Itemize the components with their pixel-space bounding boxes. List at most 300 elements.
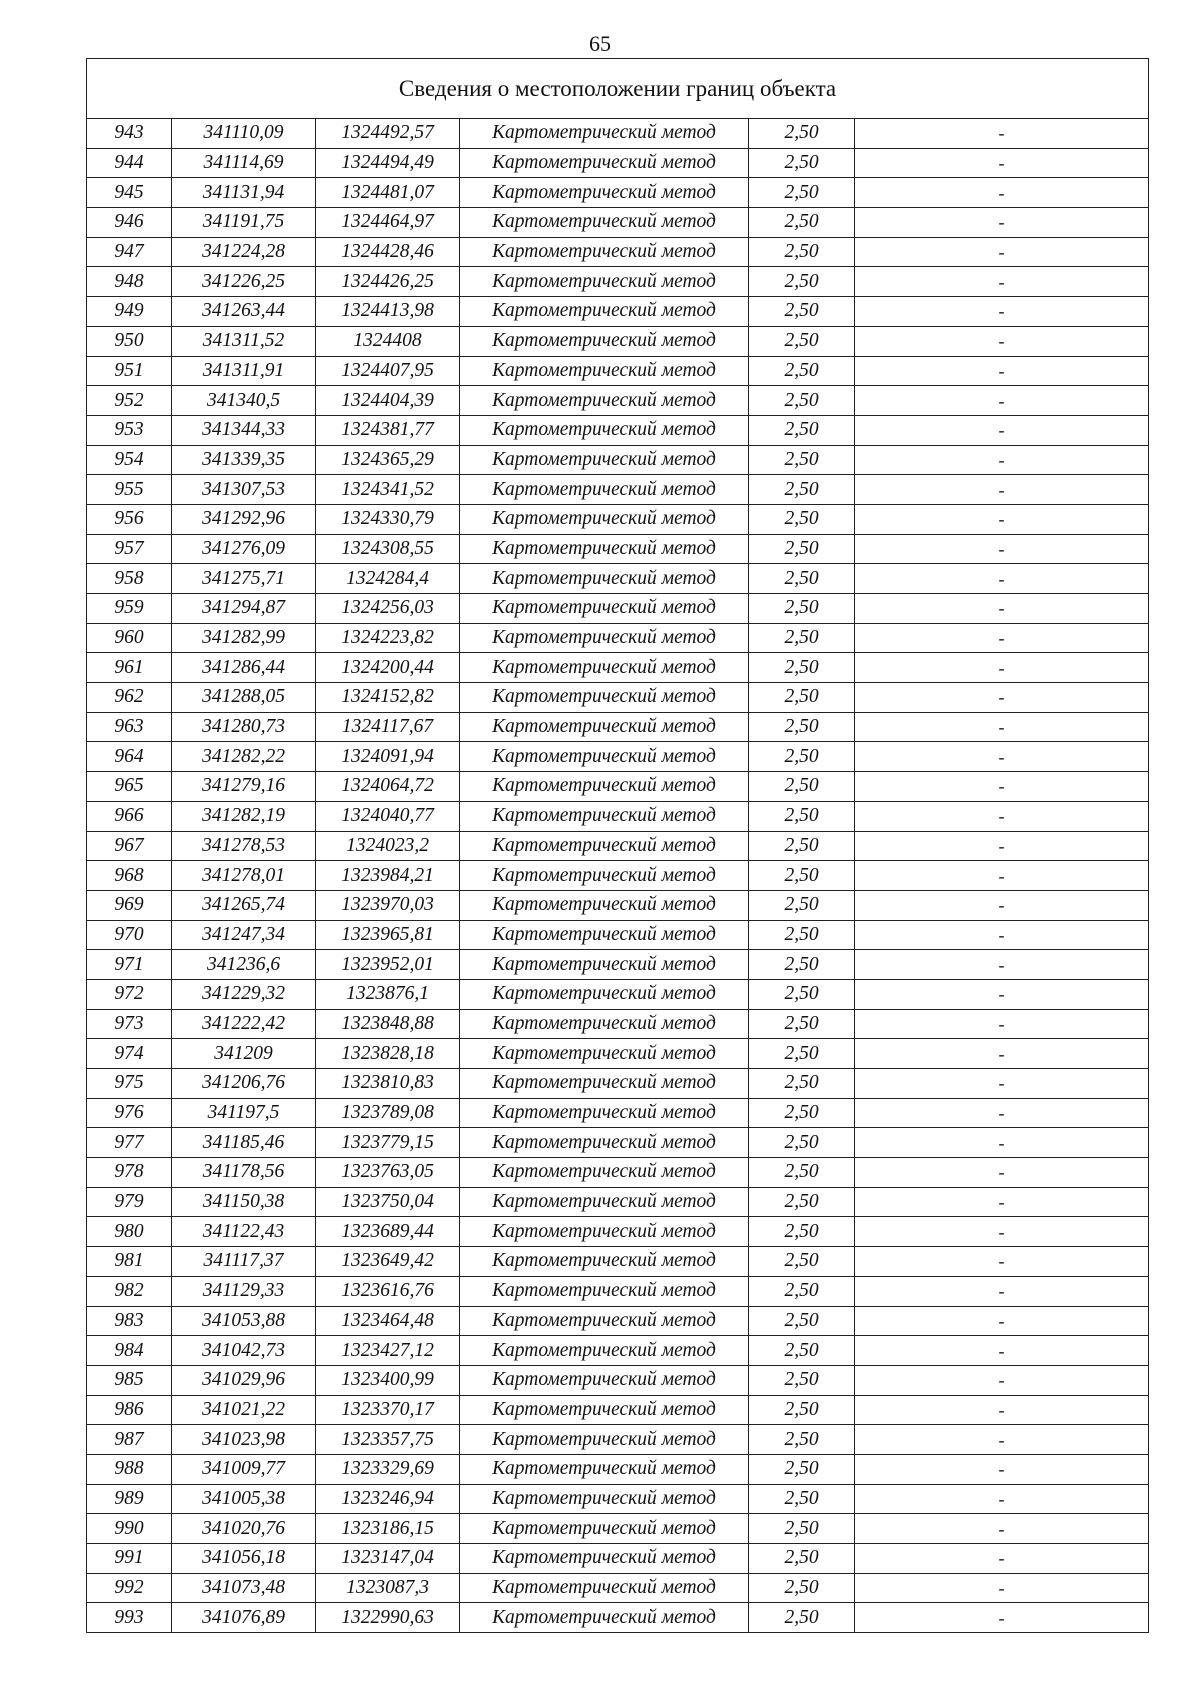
table-row xyxy=(87,178,1149,208)
point-number-cell: 980 xyxy=(87,1217,172,1247)
precision-cell: 2,50 xyxy=(749,920,855,950)
x-coordinate-cell: 341236,6 xyxy=(172,950,316,980)
point-number-cell: 949 xyxy=(87,297,172,327)
description-cell: - xyxy=(855,623,1149,653)
method-cell: Картометрический метод xyxy=(460,1009,749,1039)
point-number-cell: 966 xyxy=(87,801,172,831)
y-coordinate-cell: 1324494,49 xyxy=(316,148,460,178)
x-coordinate-cell: 341247,34 xyxy=(172,920,316,950)
x-coordinate-cell: 341279,16 xyxy=(172,772,316,802)
precision-cell: 2,50 xyxy=(749,742,855,772)
table-row xyxy=(87,356,1149,386)
method-cell: Картометрический метод xyxy=(460,208,749,238)
table-row xyxy=(87,1484,1149,1514)
method-cell: Картометрический метод xyxy=(460,1544,749,1574)
precision-cell: 2,50 xyxy=(749,267,855,297)
table-row xyxy=(87,1544,1149,1574)
description-cell: - xyxy=(855,445,1149,475)
x-coordinate-cell: 341191,75 xyxy=(172,208,316,238)
x-coordinate-cell: 341029,96 xyxy=(172,1365,316,1395)
method-cell: Картометрический метод xyxy=(460,1425,749,1455)
method-cell: Картометрический метод xyxy=(460,979,749,1009)
precision-cell: 2,50 xyxy=(749,1454,855,1484)
precision-cell: 2,50 xyxy=(749,623,855,653)
point-number-cell: 987 xyxy=(87,1425,172,1455)
x-coordinate-cell: 341222,42 xyxy=(172,1009,316,1039)
table-row xyxy=(87,1514,1149,1544)
table-row xyxy=(87,1039,1149,1069)
y-coordinate-cell: 1323750,04 xyxy=(316,1187,460,1217)
description-cell: - xyxy=(855,1365,1149,1395)
precision-cell: 2,50 xyxy=(749,979,855,1009)
point-number-cell: 973 xyxy=(87,1009,172,1039)
table-row xyxy=(87,386,1149,416)
x-coordinate-cell: 341020,76 xyxy=(172,1514,316,1544)
description-cell: - xyxy=(855,178,1149,208)
precision-cell: 2,50 xyxy=(749,445,855,475)
table-row xyxy=(87,831,1149,861)
point-number-cell: 953 xyxy=(87,415,172,445)
precision-cell: 2,50 xyxy=(749,326,855,356)
x-coordinate-cell: 341311,52 xyxy=(172,326,316,356)
point-number-cell: 979 xyxy=(87,1187,172,1217)
y-coordinate-cell: 1323616,76 xyxy=(316,1276,460,1306)
x-coordinate-cell: 341185,46 xyxy=(172,1128,316,1158)
description-cell: - xyxy=(855,890,1149,920)
y-coordinate-cell: 1323810,83 xyxy=(316,1069,460,1099)
y-coordinate-cell: 1324408 xyxy=(316,326,460,356)
table-row xyxy=(87,1603,1149,1633)
point-number-cell: 967 xyxy=(87,831,172,861)
point-number-cell: 983 xyxy=(87,1306,172,1336)
precision-cell: 2,50 xyxy=(749,1069,855,1099)
method-cell: Картометрический метод xyxy=(460,801,749,831)
precision-cell: 2,50 xyxy=(749,1217,855,1247)
x-coordinate-cell: 341282,19 xyxy=(172,801,316,831)
table-row xyxy=(87,979,1149,1009)
precision-cell: 2,50 xyxy=(749,1544,855,1574)
description-cell: - xyxy=(855,1425,1149,1455)
x-coordinate-cell: 341224,28 xyxy=(172,237,316,267)
y-coordinate-cell: 1323087,3 xyxy=(316,1573,460,1603)
description-cell: - xyxy=(855,772,1149,802)
point-number-cell: 951 xyxy=(87,356,172,386)
x-coordinate-cell: 341021,22 xyxy=(172,1395,316,1425)
x-coordinate-cell: 341042,73 xyxy=(172,1336,316,1366)
description-cell: - xyxy=(855,801,1149,831)
method-cell: Картометрический метод xyxy=(460,623,749,653)
method-cell: Картометрический метод xyxy=(460,1395,749,1425)
precision-cell: 2,50 xyxy=(749,772,855,802)
description-cell: - xyxy=(855,534,1149,564)
y-coordinate-cell: 1324091,94 xyxy=(316,742,460,772)
x-coordinate-cell: 341265,74 xyxy=(172,890,316,920)
x-coordinate-cell: 341294,87 xyxy=(172,594,316,624)
point-number-cell: 991 xyxy=(87,1544,172,1574)
point-number-cell: 992 xyxy=(87,1573,172,1603)
table-row xyxy=(87,1425,1149,1455)
point-number-cell: 948 xyxy=(87,267,172,297)
precision-cell: 2,50 xyxy=(749,564,855,594)
description-cell: - xyxy=(855,237,1149,267)
method-cell: Картометрический метод xyxy=(460,653,749,683)
description-cell: - xyxy=(855,564,1149,594)
y-coordinate-cell: 1323789,08 xyxy=(316,1098,460,1128)
y-coordinate-cell: 1323246,94 xyxy=(316,1484,460,1514)
x-coordinate-cell: 341197,5 xyxy=(172,1098,316,1128)
point-number-cell: 954 xyxy=(87,445,172,475)
y-coordinate-cell: 1324023,2 xyxy=(316,831,460,861)
table-row xyxy=(87,208,1149,238)
table-row xyxy=(87,861,1149,891)
x-coordinate-cell: 341110,09 xyxy=(172,119,316,149)
point-number-cell: 968 xyxy=(87,861,172,891)
precision-cell: 2,50 xyxy=(749,475,855,505)
description-cell: - xyxy=(855,594,1149,624)
method-cell: Картометрический метод xyxy=(460,831,749,861)
description-cell: - xyxy=(855,208,1149,238)
y-coordinate-cell: 1323965,81 xyxy=(316,920,460,950)
table-row xyxy=(87,890,1149,920)
y-coordinate-cell: 1324426,25 xyxy=(316,267,460,297)
method-cell: Картометрический метод xyxy=(460,950,749,980)
method-cell: Картометрический метод xyxy=(460,237,749,267)
point-number-cell: 958 xyxy=(87,564,172,594)
precision-cell: 2,50 xyxy=(749,1573,855,1603)
point-number-cell: 985 xyxy=(87,1365,172,1395)
boundary-table-container xyxy=(86,58,1148,1633)
y-coordinate-cell: 1324381,77 xyxy=(316,415,460,445)
method-cell: Картометрический метод xyxy=(460,861,749,891)
table-row xyxy=(87,1098,1149,1128)
precision-cell: 2,50 xyxy=(749,148,855,178)
y-coordinate-cell: 1322990,63 xyxy=(316,1603,460,1633)
point-number-cell: 956 xyxy=(87,504,172,534)
precision-cell: 2,50 xyxy=(749,237,855,267)
description-cell: - xyxy=(855,148,1149,178)
precision-cell: 2,50 xyxy=(749,1187,855,1217)
description-cell: - xyxy=(855,1454,1149,1484)
description-cell: - xyxy=(855,1009,1149,1039)
x-coordinate-cell: 341307,53 xyxy=(172,475,316,505)
description-cell: - xyxy=(855,326,1149,356)
x-coordinate-cell: 341344,33 xyxy=(172,415,316,445)
x-coordinate-cell: 341288,05 xyxy=(172,683,316,713)
method-cell: Картометрический метод xyxy=(460,1039,749,1069)
table-row xyxy=(87,1306,1149,1336)
description-cell: - xyxy=(855,1098,1149,1128)
description-cell: - xyxy=(855,475,1149,505)
point-number-cell: 945 xyxy=(87,178,172,208)
point-number-cell: 986 xyxy=(87,1395,172,1425)
description-cell: - xyxy=(855,712,1149,742)
table-row xyxy=(87,1247,1149,1277)
method-cell: Картометрический метод xyxy=(460,712,749,742)
description-cell: - xyxy=(855,742,1149,772)
method-cell: Картометрический метод xyxy=(460,1484,749,1514)
precision-cell: 2,50 xyxy=(749,1247,855,1277)
description-cell: - xyxy=(855,1544,1149,1574)
point-number-cell: 964 xyxy=(87,742,172,772)
precision-cell: 2,50 xyxy=(749,1395,855,1425)
precision-cell: 2,50 xyxy=(749,178,855,208)
precision-cell: 2,50 xyxy=(749,386,855,416)
point-number-cell: 959 xyxy=(87,594,172,624)
point-number-cell: 952 xyxy=(87,386,172,416)
x-coordinate-cell: 341073,48 xyxy=(172,1573,316,1603)
x-coordinate-cell: 341229,32 xyxy=(172,979,316,1009)
x-coordinate-cell: 341117,37 xyxy=(172,1247,316,1277)
description-cell: - xyxy=(855,979,1149,1009)
x-coordinate-cell: 341206,76 xyxy=(172,1069,316,1099)
description-cell: - xyxy=(855,1603,1149,1633)
x-coordinate-cell: 341053,88 xyxy=(172,1306,316,1336)
y-coordinate-cell: 1323370,17 xyxy=(316,1395,460,1425)
table-row xyxy=(87,920,1149,950)
table-row xyxy=(87,1009,1149,1039)
description-cell: - xyxy=(855,1158,1149,1188)
precision-cell: 2,50 xyxy=(749,1128,855,1158)
method-cell: Картометрический метод xyxy=(460,1514,749,1544)
method-cell: Картометрический метод xyxy=(460,594,749,624)
point-number-cell: 971 xyxy=(87,950,172,980)
y-coordinate-cell: 1323357,75 xyxy=(316,1425,460,1455)
y-coordinate-cell: 1324492,57 xyxy=(316,119,460,149)
method-cell: Картометрический метод xyxy=(460,564,749,594)
precision-cell: 2,50 xyxy=(749,356,855,386)
x-coordinate-cell: 341009,77 xyxy=(172,1454,316,1484)
point-number-cell: 969 xyxy=(87,890,172,920)
description-cell: - xyxy=(855,1306,1149,1336)
table-title: Сведения о местоположении границ объекта xyxy=(87,59,1149,119)
method-cell: Картометрический метод xyxy=(460,178,749,208)
table-row xyxy=(87,1187,1149,1217)
description-cell: - xyxy=(855,356,1149,386)
method-cell: Картометрический метод xyxy=(460,504,749,534)
x-coordinate-cell: 341275,71 xyxy=(172,564,316,594)
x-coordinate-cell: 341292,96 xyxy=(172,504,316,534)
description-cell: - xyxy=(855,1187,1149,1217)
table-row xyxy=(87,683,1149,713)
precision-cell: 2,50 xyxy=(749,208,855,238)
table-row xyxy=(87,1395,1149,1425)
y-coordinate-cell: 1324223,82 xyxy=(316,623,460,653)
boundary-coordinates-table xyxy=(86,58,1149,1633)
y-coordinate-cell: 1323876,1 xyxy=(316,979,460,1009)
method-cell: Картометрический метод xyxy=(460,386,749,416)
y-coordinate-cell: 1324064,72 xyxy=(316,772,460,802)
x-coordinate-cell: 341129,33 xyxy=(172,1276,316,1306)
y-coordinate-cell: 1324365,29 xyxy=(316,445,460,475)
x-coordinate-cell: 341150,38 xyxy=(172,1187,316,1217)
precision-cell: 2,50 xyxy=(749,594,855,624)
point-number-cell: 961 xyxy=(87,653,172,683)
y-coordinate-cell: 1324481,07 xyxy=(316,178,460,208)
method-cell: Картометрический метод xyxy=(460,534,749,564)
method-cell: Картометрический метод xyxy=(460,890,749,920)
precision-cell: 2,50 xyxy=(749,801,855,831)
table-row xyxy=(87,148,1149,178)
x-coordinate-cell: 341076,89 xyxy=(172,1603,316,1633)
method-cell: Картометрический метод xyxy=(460,119,749,149)
method-cell: Картометрический метод xyxy=(460,1217,749,1247)
precision-cell: 2,50 xyxy=(749,1603,855,1633)
y-coordinate-cell: 1323970,03 xyxy=(316,890,460,920)
precision-cell: 2,50 xyxy=(749,683,855,713)
precision-cell: 2,50 xyxy=(749,1484,855,1514)
table-row xyxy=(87,504,1149,534)
method-cell: Картометрический метод xyxy=(460,1336,749,1366)
point-number-cell: 943 xyxy=(87,119,172,149)
y-coordinate-cell: 1324152,82 xyxy=(316,683,460,713)
method-cell: Картометрический метод xyxy=(460,1365,749,1395)
description-cell: - xyxy=(855,920,1149,950)
y-coordinate-cell: 1324256,03 xyxy=(316,594,460,624)
y-coordinate-cell: 1323763,05 xyxy=(316,1158,460,1188)
y-coordinate-cell: 1324404,39 xyxy=(316,386,460,416)
point-number-cell: 975 xyxy=(87,1069,172,1099)
precision-cell: 2,50 xyxy=(749,297,855,327)
x-coordinate-cell: 341131,94 xyxy=(172,178,316,208)
point-number-cell: 960 xyxy=(87,623,172,653)
method-cell: Картометрический метод xyxy=(460,148,749,178)
precision-cell: 2,50 xyxy=(749,1336,855,1366)
x-coordinate-cell: 341340,5 xyxy=(172,386,316,416)
point-number-cell: 957 xyxy=(87,534,172,564)
x-coordinate-cell: 341276,09 xyxy=(172,534,316,564)
table-row xyxy=(87,1069,1149,1099)
description-cell: - xyxy=(855,831,1149,861)
precision-cell: 2,50 xyxy=(749,504,855,534)
description-cell: - xyxy=(855,1217,1149,1247)
description-cell: - xyxy=(855,1573,1149,1603)
point-number-cell: 950 xyxy=(87,326,172,356)
method-cell: Картометрический метод xyxy=(460,326,749,356)
method-cell: Картометрический метод xyxy=(460,1306,749,1336)
precision-cell: 2,50 xyxy=(749,712,855,742)
table-row xyxy=(87,1336,1149,1366)
x-coordinate-cell: 341278,01 xyxy=(172,861,316,891)
method-cell: Картометрический метод xyxy=(460,772,749,802)
description-cell: - xyxy=(855,1128,1149,1158)
description-cell: - xyxy=(855,1069,1149,1099)
method-cell: Картометрический метод xyxy=(460,1098,749,1128)
point-number-cell: 947 xyxy=(87,237,172,267)
x-coordinate-cell: 341311,91 xyxy=(172,356,316,386)
x-coordinate-cell: 341056,18 xyxy=(172,1544,316,1574)
y-coordinate-cell: 1323984,21 xyxy=(316,861,460,891)
table-row xyxy=(87,415,1149,445)
method-cell: Картометрический метод xyxy=(460,1603,749,1633)
y-coordinate-cell: 1324040,77 xyxy=(316,801,460,831)
description-cell: - xyxy=(855,950,1149,980)
y-coordinate-cell: 1323186,15 xyxy=(316,1514,460,1544)
table-row xyxy=(87,534,1149,564)
y-coordinate-cell: 1323400,99 xyxy=(316,1365,460,1395)
x-coordinate-cell: 341282,99 xyxy=(172,623,316,653)
precision-cell: 2,50 xyxy=(749,1098,855,1128)
method-cell: Картометрический метод xyxy=(460,1247,749,1277)
x-coordinate-cell: 341209 xyxy=(172,1039,316,1069)
description-cell: - xyxy=(855,386,1149,416)
method-cell: Картометрический метод xyxy=(460,1573,749,1603)
y-coordinate-cell: 1324413,98 xyxy=(316,297,460,327)
method-cell: Картометрический метод xyxy=(460,445,749,475)
point-number-cell: 977 xyxy=(87,1128,172,1158)
method-cell: Картометрический метод xyxy=(460,1276,749,1306)
y-coordinate-cell: 1324117,67 xyxy=(316,712,460,742)
precision-cell: 2,50 xyxy=(749,1039,855,1069)
precision-cell: 2,50 xyxy=(749,653,855,683)
y-coordinate-cell: 1323329,69 xyxy=(316,1454,460,1484)
point-number-cell: 944 xyxy=(87,148,172,178)
table-row xyxy=(87,1276,1149,1306)
y-coordinate-cell: 1323464,48 xyxy=(316,1306,460,1336)
x-coordinate-cell: 341280,73 xyxy=(172,712,316,742)
point-number-cell: 981 xyxy=(87,1247,172,1277)
point-number-cell: 963 xyxy=(87,712,172,742)
method-cell: Картометрический метод xyxy=(460,1069,749,1099)
point-number-cell: 988 xyxy=(87,1454,172,1484)
table-row xyxy=(87,475,1149,505)
precision-cell: 2,50 xyxy=(749,890,855,920)
y-coordinate-cell: 1323952,01 xyxy=(316,950,460,980)
x-coordinate-cell: 341005,38 xyxy=(172,1484,316,1514)
x-coordinate-cell: 341282,22 xyxy=(172,742,316,772)
table-row xyxy=(87,1365,1149,1395)
y-coordinate-cell: 1324330,79 xyxy=(316,504,460,534)
precision-cell: 2,50 xyxy=(749,950,855,980)
table-row xyxy=(87,267,1149,297)
description-cell: - xyxy=(855,1247,1149,1277)
description-cell: - xyxy=(855,119,1149,149)
method-cell: Картометрический метод xyxy=(460,415,749,445)
point-number-cell: 993 xyxy=(87,1603,172,1633)
precision-cell: 2,50 xyxy=(749,1009,855,1039)
y-coordinate-cell: 1324407,95 xyxy=(316,356,460,386)
precision-cell: 2,50 xyxy=(749,534,855,564)
y-coordinate-cell: 1323649,42 xyxy=(316,1247,460,1277)
method-cell: Картометрический метод xyxy=(460,742,749,772)
precision-cell: 2,50 xyxy=(749,831,855,861)
precision-cell: 2,50 xyxy=(749,415,855,445)
table-row xyxy=(87,237,1149,267)
table-row xyxy=(87,326,1149,356)
description-cell: - xyxy=(855,1395,1149,1425)
point-number-cell: 955 xyxy=(87,475,172,505)
precision-cell: 2,50 xyxy=(749,1158,855,1188)
description-cell: - xyxy=(855,683,1149,713)
x-coordinate-cell: 341178,56 xyxy=(172,1158,316,1188)
y-coordinate-cell: 1324200,44 xyxy=(316,653,460,683)
method-cell: Картометрический метод xyxy=(460,920,749,950)
method-cell: Картометрический метод xyxy=(460,356,749,386)
table-row xyxy=(87,742,1149,772)
page-number: 65 xyxy=(589,31,611,56)
y-coordinate-cell: 1323427,12 xyxy=(316,1336,460,1366)
point-number-cell: 970 xyxy=(87,920,172,950)
method-cell: Картометрический метод xyxy=(460,1158,749,1188)
y-coordinate-cell: 1323779,15 xyxy=(316,1128,460,1158)
point-number-cell: 962 xyxy=(87,683,172,713)
table-row xyxy=(87,653,1149,683)
description-cell: - xyxy=(855,1336,1149,1366)
y-coordinate-cell: 1324464,97 xyxy=(316,208,460,238)
method-cell: Картометрический метод xyxy=(460,1454,749,1484)
precision-cell: 2,50 xyxy=(749,119,855,149)
description-cell: - xyxy=(855,415,1149,445)
point-number-cell: 946 xyxy=(87,208,172,238)
